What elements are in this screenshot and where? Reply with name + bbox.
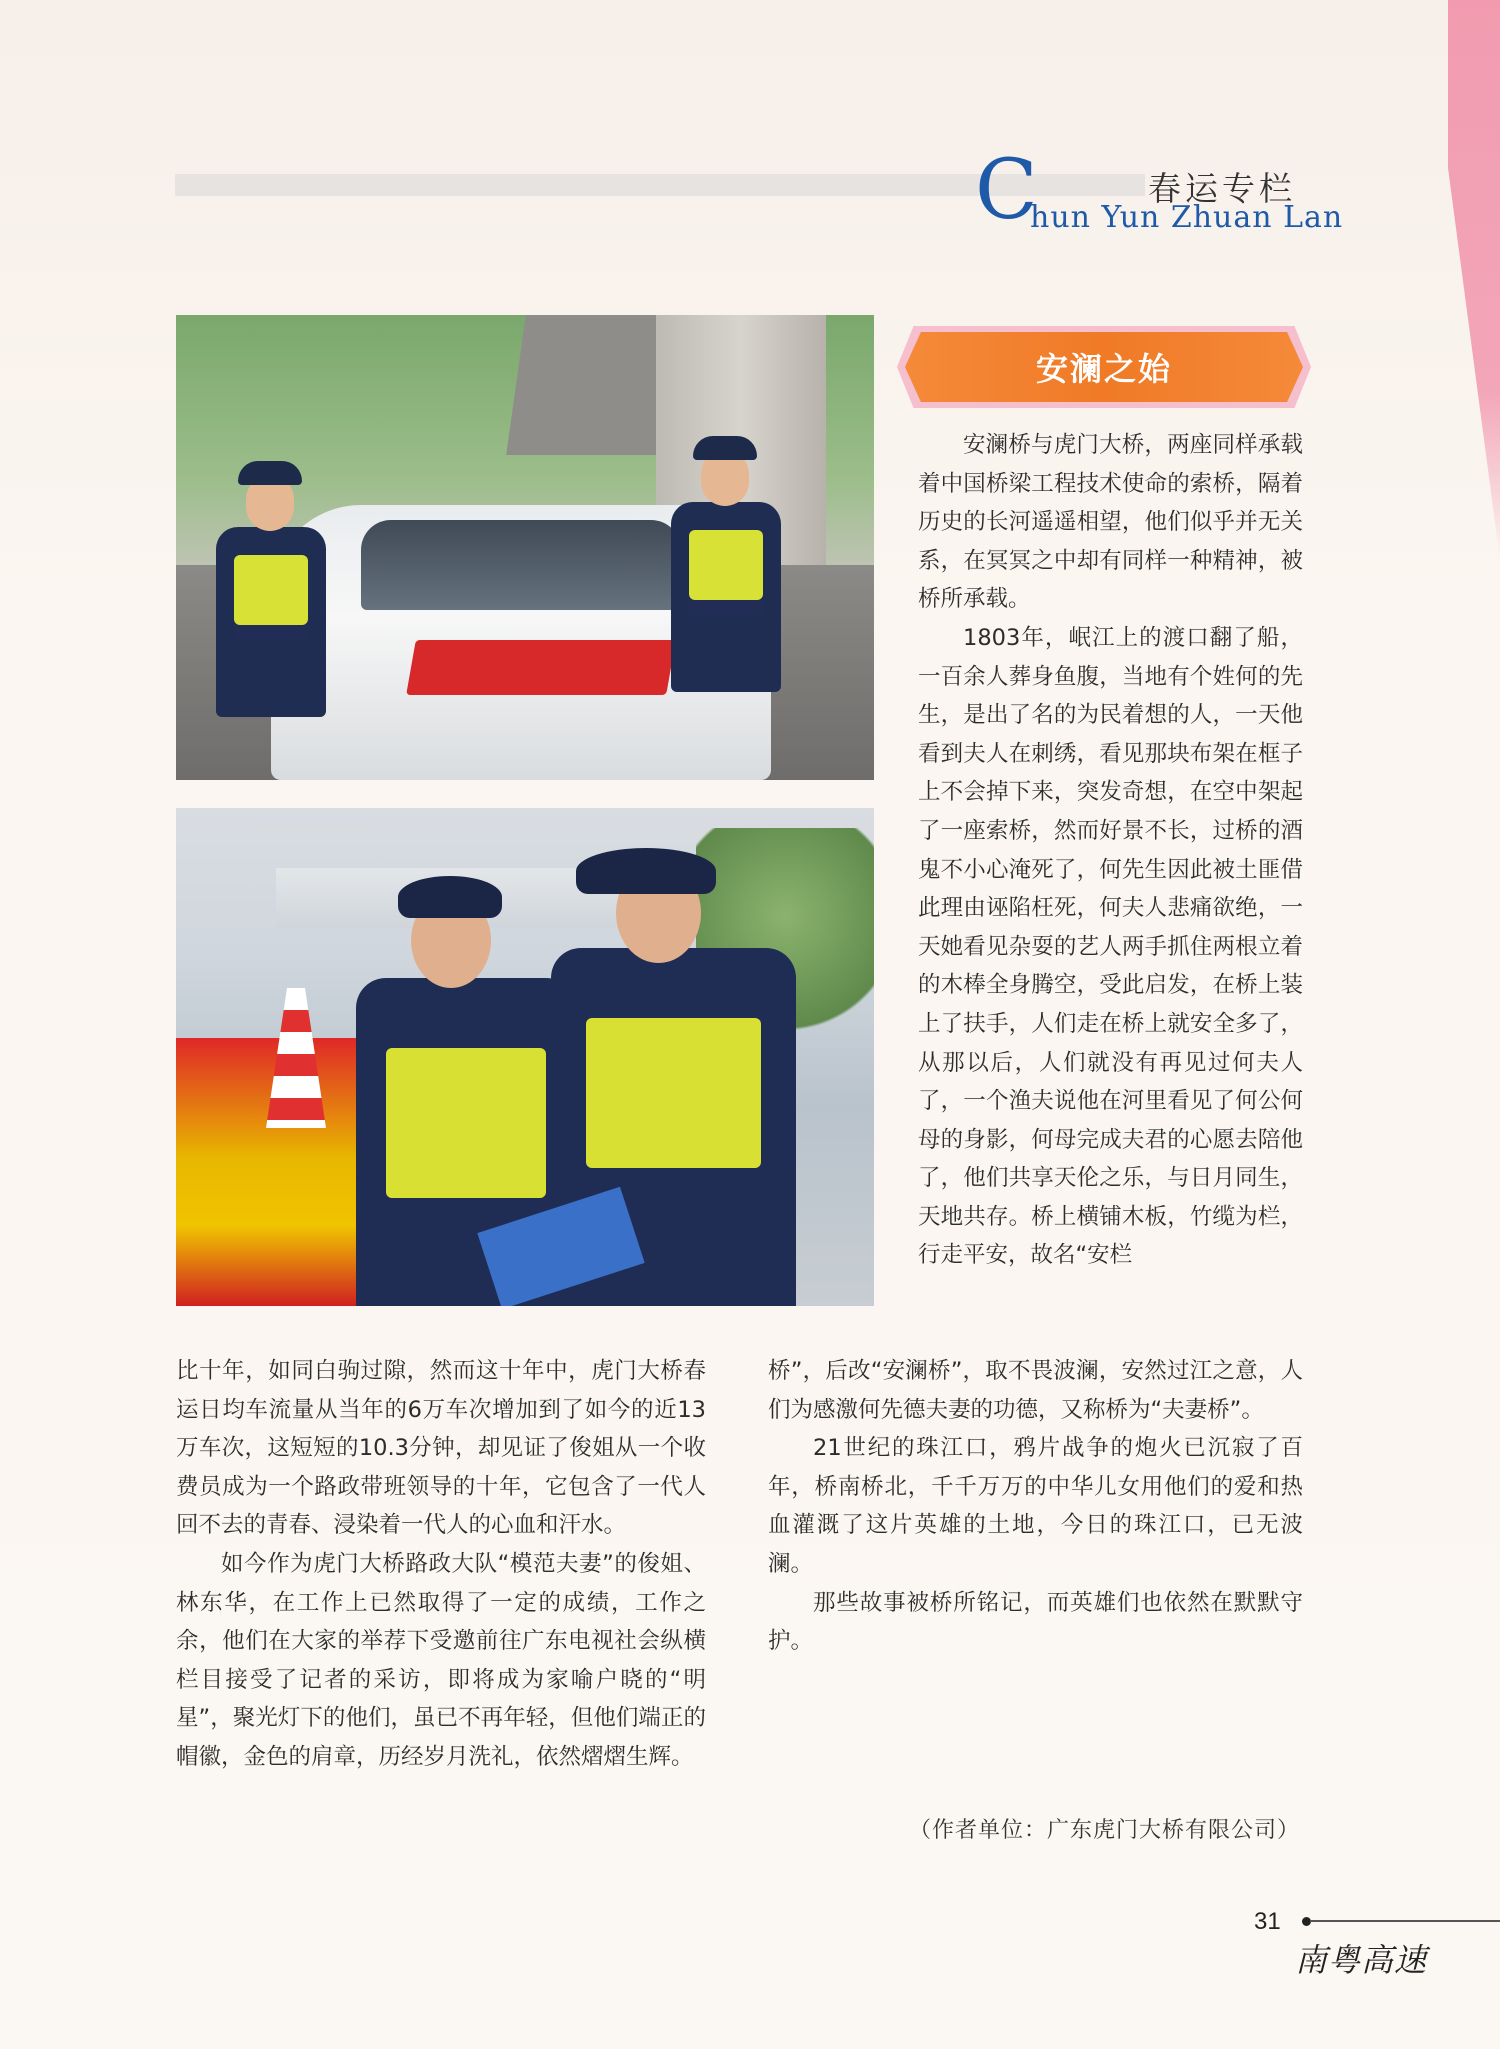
section-heading <box>905 332 1303 402</box>
column-title-cn: 春运专栏 <box>1148 169 1296 208</box>
officer-left <box>216 475 326 715</box>
column-title-en: hun Yun Zhuan Lan <box>1030 200 1344 235</box>
paragraph: 如今作为虎门大桥路政大队“模范夫妻”的俊姐、林东华，在工作上已然取得了一定的成绩，工作之余，他们在大家的举荐下受邀前往广东电视社会纵横栏目接受了记者的采访，即将成为家喻户晓的“明星”，聚光灯下的他们，虽已不再年轻，但他们端正的帽徽，金色的肩章，历经岁月洗礼，依然熠熠生辉。 <box>176 1550 706 1770</box>
paragraph: 安澜桥与虎门大桥，两座同样承载着中国桥梁工程技术使命的索桥，隔着历史的长河遥遥相望，他们似乎并无关系，在冥冥之中却有同样一种精神，被桥所承载。 <box>918 432 1303 613</box>
author-affiliation: （作者单位：广东虎门大桥有限公司） <box>908 1818 1300 1843</box>
magazine-logo: 南粤高速 <box>1295 1941 1428 1979</box>
decorative-pink-stripe <box>1448 0 1500 560</box>
body-text-left <box>176 1352 706 1777</box>
paragraph: 21世纪的珠江口，鸦片战争的炮火已沉寂了百年，桥南桥北，千千万万的中华儿女用他们的爱和热血灌溉了这片英雄的土地，今日的珠江口，已无波澜。 <box>768 1435 1303 1577</box>
header-initial: C <box>975 143 1038 238</box>
paragraph: 1803年，岷江上的渡口翻了船，一百余人葬身鱼腹，当地有个姓何的先生，是出了名的为民着想的人，一天他看到夫人在刺绣，看见那块布架在框子上不会掉下来，突发奇想，在空中架起了一座索桥，然而好景不长，过桥的酒鬼不小心淹死了，何先生因此被土匪借此理由诬陷枉死，何夫人悲痛欲绝，一天她看见杂耍的艺人两手抓住两根立着的木棒全身腾空，受此启发，在桥上装上了扶手，人们走在桥上就安全多了，从那以后，人们就没有再见过何夫人了，一个渔夫说他在河里看见了何公何母的身影，何母完成夫君的心愿去陪他了，他们共享天伦之乐，与日月同生，天地共存。桥上横铺木板，竹缆为栏，行走平安，故名“安栏 <box>918 624 1303 1269</box>
paragraph: 比十年，如同白驹过隙，然而这十年中，虎门大桥春运日均车流量从当年的6万车次增加到了如今的近13万车次，这短短的10.3分钟，却见证了俊姐从一个收费员成为一个路政带班领导的十年，它包含了一代人回不去的青春、浸染着一代人的心血和汗水。 <box>176 1358 706 1539</box>
sidebar-text <box>918 426 1303 1275</box>
body-text-right <box>768 1352 1303 1661</box>
section-heading-text: 安澜之始 <box>1035 350 1172 388</box>
paragraph: 那些故事被桥所铭记，而英雄们也依然在默默守护。 <box>768 1589 1303 1655</box>
car-flag <box>406 640 676 695</box>
officer-right <box>671 450 781 690</box>
rescue-truck <box>176 1038 366 1306</box>
photo-officers-saluting <box>176 315 874 780</box>
photo-officers-reviewing <box>176 808 874 1306</box>
page-number: 31 <box>1254 1908 1281 1935</box>
paragraph: 桥”，后改“安澜桥”，取不畏波澜，安然过江之意，人们为感激何先德夫妻的功德，又称桥为“夫妻桥”。 <box>768 1358 1303 1423</box>
